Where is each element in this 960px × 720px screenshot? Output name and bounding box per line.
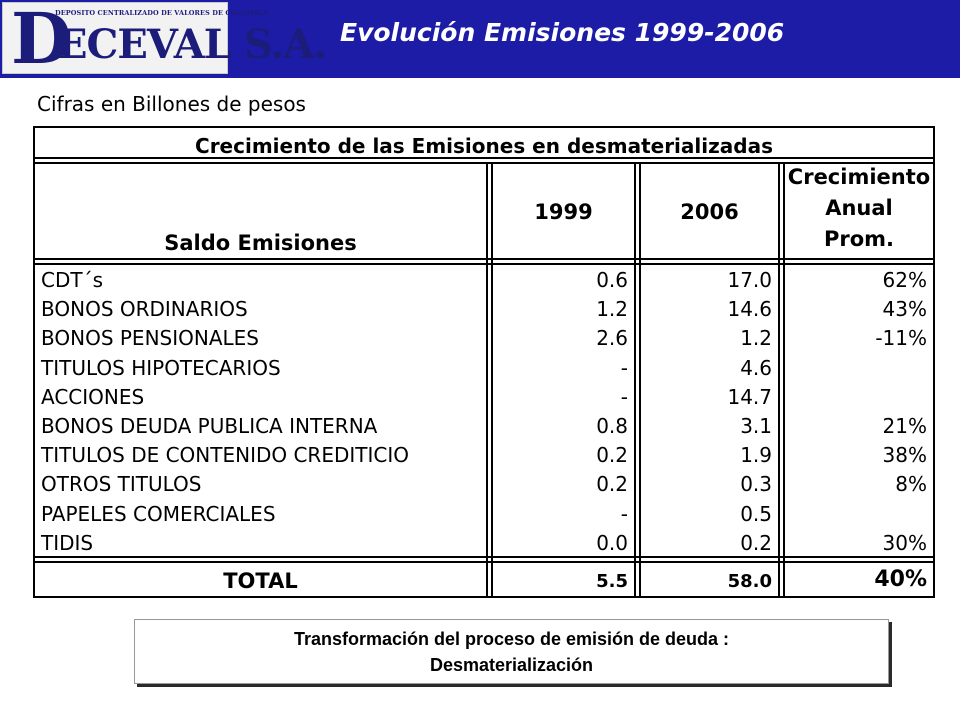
row-value-2006: 0.5 [740,502,772,526]
row-label: BONOS DEUDA PUBLICA INTERNA [41,414,378,438]
row-growth: -11% [875,326,927,350]
row-value-2006: 3.1 [740,414,772,438]
caption-line-1: Transformación del proceso de emisión de deuda : [293,629,730,649]
row-value-2006: 17.0 [727,268,772,292]
col-header-growth-line3: Prom. [823,227,895,251]
row-label: TITULOS DE CONTENIDO CREDITICIO [41,443,409,467]
row-value-1999: - [620,385,628,409]
row-value-1999: 0.2 [596,472,628,496]
row-value-1999: 0.6 [596,268,628,292]
row-growth: 30% [882,531,927,555]
row-label: PAPELES COMERCIALES [41,502,276,526]
row-value-1999: 0.8 [596,414,628,438]
row-label: CDT´s [41,268,104,292]
row-value-2006: 1.2 [740,326,772,350]
row-value-1999: 0.0 [596,531,628,555]
row-value-2006: 4.6 [740,356,772,380]
row-growth: 8% [895,472,927,496]
row-label: ACCIONES [41,385,145,409]
row-value-2006: 0.2 [740,531,772,555]
divider [35,162,933,164]
emissions-table [33,126,935,598]
divider [35,258,933,260]
row-value-2006: 0.3 [740,472,772,496]
row-growth: 38% [882,443,927,467]
header-band [0,0,960,78]
col-header-1999: 1999 [534,200,593,224]
deceval-logo [2,0,327,80]
col-header-saldo: Saldo Emisiones [164,231,357,255]
divider [634,162,636,598]
row-label: BONOS ORDINARIOS [41,297,248,321]
total-growth: 40% [874,567,927,592]
row-value-1999: 0.2 [596,443,628,467]
row-growth: 43% [882,297,927,321]
row-label: TIDIS [41,531,94,555]
divider [778,162,780,598]
divider [35,561,933,563]
total-2006: 58.0 [727,571,772,592]
logo-tagline: DEPOSITO CENTRALIZADO DE VALORES DE COLOMBIA [55,9,269,17]
row-growth: 21% [882,414,927,438]
row-value-2006: 14.7 [727,385,772,409]
units-subtitle: Cifras en Billones de pesos [37,92,306,116]
row-growth: 62% [882,268,927,292]
col-header-2006: 2006 [680,200,739,224]
col-header-growth-line2: Anual [825,196,893,220]
divider [35,263,933,265]
row-value-2006: 1.9 [740,443,772,467]
logo-letter: D [11,0,72,80]
slide-title: Evolución Emisiones 1999-2006 [340,18,785,47]
col-header-growth-line1: Crecimiento [787,165,931,189]
row-value-1999: 1.2 [596,297,628,321]
table-title: Crecimiento de las Emisiones en desmaterializadas [195,134,773,158]
row-label: OTROS TITULOS [41,472,202,496]
total-label: TOTAL [223,569,298,593]
row-label: TITULOS HIPOTECARIOS [41,356,281,380]
row-label: BONOS PENSIONALES [41,326,259,350]
caption-line-2: Desmaterialización [429,655,594,675]
row-value-1999: 2.6 [596,326,628,350]
caption-box [134,619,889,684]
divider [486,162,488,598]
divider [35,556,933,558]
logo-wordmark: ECEVAL S.A. [57,21,327,68]
row-value-1999: - [620,502,628,526]
row-value-1999: - [620,356,628,380]
total-1999: 5.5 [596,571,628,592]
row-value-2006: 14.6 [727,297,772,321]
